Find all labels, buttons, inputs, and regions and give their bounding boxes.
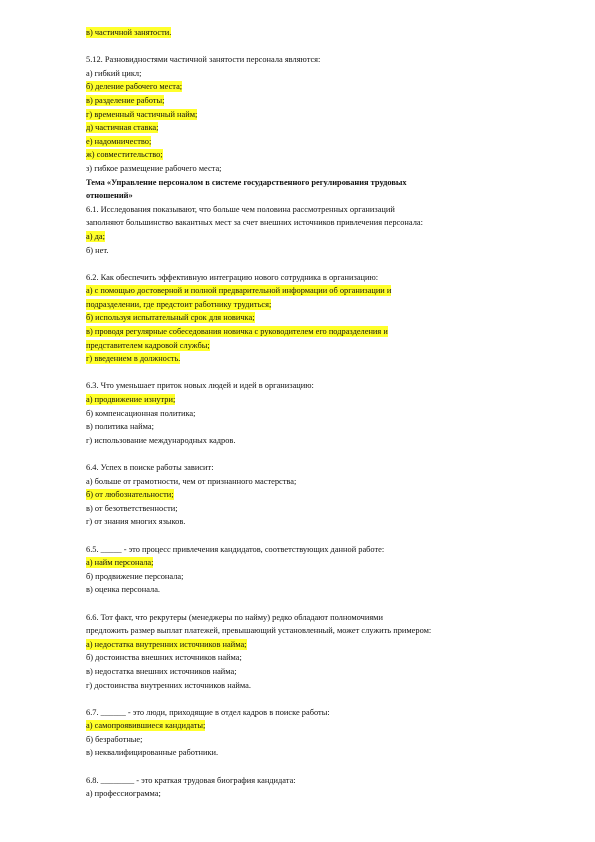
highlighted-answer: ж) совместительство; bbox=[86, 150, 163, 160]
line-text: в) оценка персонала. bbox=[86, 585, 161, 595]
line-text: б) достоинства внешних источников найма; bbox=[86, 653, 242, 663]
text-line bbox=[86, 665, 526, 679]
highlighted-answer: в) разделение работы; bbox=[86, 95, 165, 105]
text-line bbox=[86, 624, 526, 638]
section-heading-line bbox=[86, 189, 526, 203]
text-line bbox=[86, 488, 526, 502]
text-line bbox=[86, 570, 526, 584]
line-text: 5.12. Разновидностями частичной занятости персонала являются: bbox=[86, 55, 321, 65]
highlighted-answer: д) частичная ставка; bbox=[86, 123, 159, 133]
blank-line bbox=[86, 366, 526, 380]
highlighted-answer: а) недостатка внутренних источников найма; bbox=[86, 639, 247, 649]
line-text: г) использование международных кадров. bbox=[86, 435, 236, 445]
text-line bbox=[86, 679, 526, 693]
line-text: б) нет. bbox=[86, 245, 109, 255]
blank-line bbox=[86, 760, 526, 774]
text-line bbox=[86, 556, 526, 570]
line-text: а) гибкий цикл; bbox=[86, 68, 142, 78]
text-line bbox=[86, 162, 526, 176]
line-text: б) безработные; bbox=[86, 734, 143, 744]
text-line bbox=[86, 94, 526, 108]
line-text: Тема «Управление персоналом в системе государственного регулирования трудовых bbox=[86, 177, 407, 187]
text-line bbox=[86, 311, 526, 325]
text-line bbox=[86, 611, 526, 625]
line-text: 6.5. _____ - это процесс привлечения кандидатов, соответствующих данной работе: bbox=[86, 544, 385, 554]
text-line bbox=[86, 148, 526, 162]
line-text: б) компенсационная политика; bbox=[86, 408, 196, 418]
text-line bbox=[86, 407, 526, 421]
line-text: 6.1. Исследования показывают, что больше чем половина рассмотренных организаций bbox=[86, 204, 395, 214]
text-line bbox=[86, 420, 526, 434]
text-line bbox=[86, 230, 526, 244]
text-line bbox=[86, 434, 526, 448]
line-text: в) политика найма; bbox=[86, 422, 154, 432]
line-text: в) недостатка внешних источников найма; bbox=[86, 666, 237, 676]
text-line bbox=[86, 121, 526, 135]
line-text: г) от знания многих языков. bbox=[86, 517, 186, 527]
text-line bbox=[86, 339, 526, 353]
text-line bbox=[86, 298, 526, 312]
blank-line bbox=[86, 692, 526, 706]
line-text: 6.6. Тот факт, что рекрутеры (менеджеры по найму) редко обладают полномочиями bbox=[86, 612, 383, 622]
blank-line bbox=[86, 529, 526, 543]
highlighted-answer: подразделении, где предстоит работнику трудиться; bbox=[86, 299, 272, 309]
line-text: 6.8. ________ - это краткая трудовая биография кандидата: bbox=[86, 775, 296, 785]
section-heading-line bbox=[86, 176, 526, 190]
text-line bbox=[86, 80, 526, 94]
line-text: предложить размер выплат платежей, превышающий установленный, может служить примером: bbox=[86, 626, 432, 636]
line-text: заполняют большинство вакантных мест за счет внешних источников привлечения персонала: bbox=[86, 218, 423, 228]
blank-line bbox=[86, 257, 526, 271]
text-line bbox=[86, 135, 526, 149]
document-body bbox=[86, 26, 526, 801]
line-text: а) профессиограмма; bbox=[86, 789, 161, 799]
line-text: 6.4. Успех в поиске работы зависит: bbox=[86, 463, 214, 472]
text-line bbox=[86, 733, 526, 747]
line-text: отношений» bbox=[86, 191, 133, 201]
text-line bbox=[86, 706, 526, 720]
text-line bbox=[86, 108, 526, 122]
text-line bbox=[86, 461, 526, 475]
highlighted-answer: е) надомничество; bbox=[86, 136, 152, 146]
text-line bbox=[86, 244, 526, 258]
text-line bbox=[86, 774, 526, 788]
line-text: г) достоинства внутренних источников найма. bbox=[86, 680, 251, 690]
text-line bbox=[86, 271, 526, 285]
line-text: 6.3. Что уменьшает приток новых людей и идей в организацию: bbox=[86, 381, 314, 391]
text-line bbox=[86, 502, 526, 516]
line-text: в) неквалифицированные работники. bbox=[86, 748, 219, 758]
text-line bbox=[86, 543, 526, 557]
highlighted-answer: а) самопроявившиеся кандидаты; bbox=[86, 721, 206, 731]
text-line bbox=[86, 719, 526, 733]
text-line bbox=[86, 583, 526, 597]
line-text: в) от безответственности; bbox=[86, 503, 178, 513]
highlighted-answer: представителем кадровой службы; bbox=[86, 340, 210, 350]
highlighted-answer: а) найм персонала; bbox=[86, 558, 154, 568]
highlighted-answer: в) проводя регулярные собеседования новичка с руководителем его подразделения и bbox=[86, 327, 388, 337]
blank-line bbox=[86, 597, 526, 611]
text-line bbox=[86, 203, 526, 217]
line-text: а) больше от грамотности, чем от признанного мастерства; bbox=[86, 476, 297, 486]
text-line bbox=[86, 26, 526, 40]
text-line bbox=[86, 67, 526, 81]
text-line bbox=[86, 216, 526, 230]
text-line bbox=[86, 746, 526, 760]
text-line bbox=[86, 393, 526, 407]
highlighted-answer: а) да; bbox=[86, 231, 105, 241]
highlighted-answer: б) от любознательности; bbox=[86, 490, 174, 500]
text-line bbox=[86, 284, 526, 298]
blank-line bbox=[86, 447, 526, 461]
text-line bbox=[86, 638, 526, 652]
line-text: 6.2. Как обеспечить эффективную интеграцию нового сотрудника в организацию: bbox=[86, 272, 379, 282]
blank-line bbox=[86, 40, 526, 54]
line-text: з) гибкое размещение рабочего места; bbox=[86, 163, 222, 173]
line-text: 6.7. ______ - это люди, приходящие в отдел кадров в поиске работы: bbox=[86, 707, 330, 717]
text-line bbox=[86, 475, 526, 489]
text-line bbox=[86, 515, 526, 529]
highlighted-answer: г) временный частичный найм; bbox=[86, 109, 198, 119]
text-line bbox=[86, 325, 526, 339]
highlighted-answer: а) продвижение изнутри; bbox=[86, 395, 176, 405]
line-text: б) продвижение персонала; bbox=[86, 571, 184, 581]
text-line bbox=[86, 651, 526, 665]
text-line bbox=[86, 379, 526, 393]
text-line bbox=[86, 352, 526, 366]
highlighted-answer: б) деление рабочего места; bbox=[86, 82, 183, 92]
highlighted-answer: г) введением в должность. bbox=[86, 354, 181, 364]
highlighted-answer: в) частичной занятости. bbox=[86, 28, 172, 37]
highlighted-answer: а) с помощью достоверной и полной предварительной информации об организации и bbox=[86, 286, 392, 296]
text-line bbox=[86, 53, 526, 67]
highlighted-answer: б) используя испытательный срок для новичка; bbox=[86, 313, 255, 323]
text-line bbox=[86, 787, 526, 801]
